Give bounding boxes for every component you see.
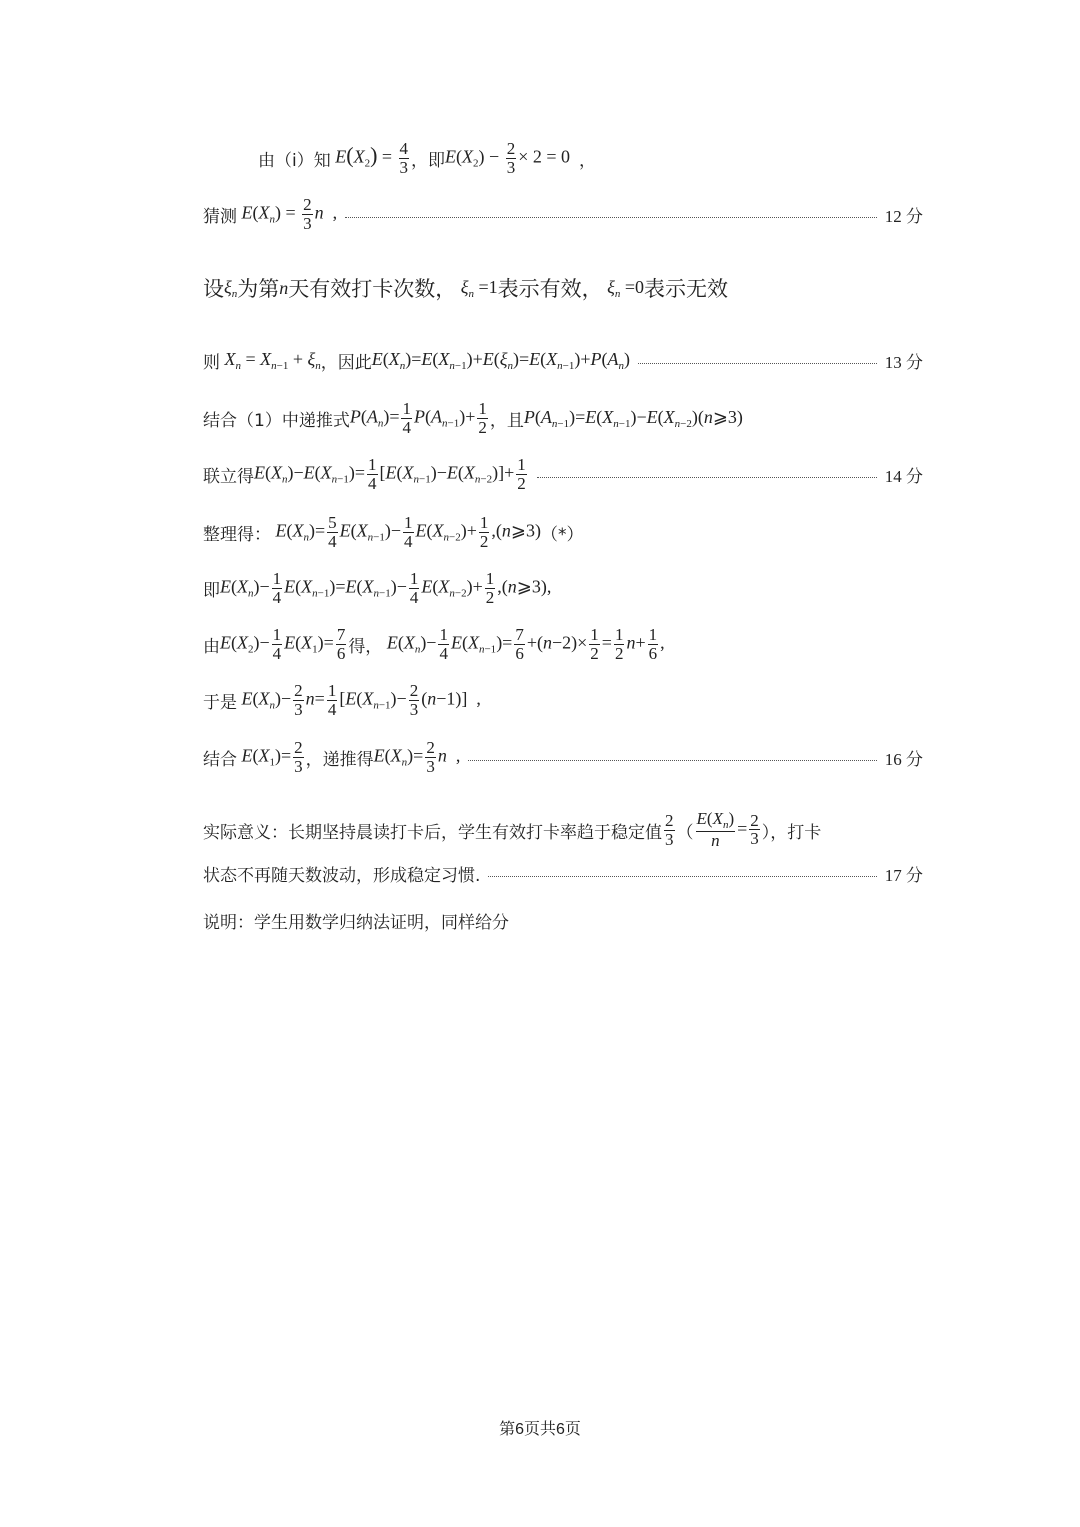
line-text: 表示无效 bbox=[643, 277, 728, 301]
dot-leader bbox=[537, 477, 877, 478]
line-text: 为第 bbox=[237, 277, 280, 301]
dot-leader bbox=[468, 760, 876, 761]
line-text: ， bbox=[579, 150, 597, 171]
formula: $E(X_2)$ = $\frac{4}{3}$ bbox=[335, 138, 409, 177]
score-label: 13 分 bbox=[884, 352, 923, 372]
line-text: 猜测 bbox=[203, 206, 237, 227]
score-label: 16 分 bbox=[884, 749, 923, 769]
formula: $E(X_n)=E(X_{n-1})+E(\xi_n)=E(X_{n-1})+P(A_n)$ bbox=[371, 348, 631, 372]
line-text: 天有效打卡次数， bbox=[288, 277, 457, 301]
formula: $E(X_1)=$ $\frac{2}{3}$ bbox=[241, 737, 303, 776]
line-text: ，因此 bbox=[320, 352, 372, 373]
formula: $P(A_n)=$ $\frac{1}{4}$ $P(A_{n-1})+$ $\frac{1}{2}$ bbox=[349, 398, 487, 437]
line-text: （ bbox=[676, 822, 694, 843]
solution-line-3 bbox=[203, 258, 923, 318]
line-text: ，即 bbox=[411, 150, 446, 171]
score-label: 17 分 bbox=[884, 865, 923, 885]
formula: $\xi_n =0$ bbox=[607, 276, 644, 300]
formula: $P(A_{n-1})=E(X_{n-1})-E(X_{n-2})(n⩾3)$ bbox=[523, 406, 743, 430]
solution-line-4 bbox=[203, 330, 923, 390]
line-text: 设 bbox=[203, 277, 224, 301]
line-text: 结合 bbox=[203, 749, 237, 770]
solution-line-11 bbox=[203, 727, 923, 787]
formula: $E(X_n)$ = $\frac{2}{3}$ n , bbox=[241, 194, 338, 233]
line-text: 整理得： bbox=[203, 524, 271, 545]
line-text: （*） bbox=[540, 524, 584, 545]
line-text: 由 bbox=[203, 636, 220, 657]
formula: $\frac{2}{3}$ bbox=[665, 810, 674, 849]
solution-line-8 bbox=[203, 558, 923, 618]
solution-line-5 bbox=[203, 388, 923, 448]
line-text: ），打卡 bbox=[761, 822, 822, 843]
formula: $E(X_n)-$ $\frac{2}{3}$ n= $\frac{1}{4}$ [$E(X_{n-1})-$ $\frac{2}{3}$ (n−1)] , bbox=[241, 680, 481, 719]
line-text: 由（ⅰ）知 bbox=[258, 150, 331, 171]
line-text: 即 bbox=[203, 580, 220, 601]
formula: $\xi_n =1$ bbox=[460, 276, 498, 300]
page-footer: 第6页共6页 bbox=[499, 1421, 581, 1438]
formula: $E(X_2)-$ $\frac{1}{4}$ $E(X_1)=$ $\frac{7}{6}$ bbox=[220, 624, 346, 663]
line-text: 状态不再随天数波动，形成稳定习惯. bbox=[203, 865, 481, 886]
formula: $E(X_n)-$ $\frac{1}{4}$ $E(X_{n-1})=E(X_{n-1})-$ $\frac{1}{4}$ $E(X_{n-2})+$ $\frac{1}{2}$ ,(n⩾3), bbox=[220, 568, 552, 607]
line-text: 联立得 bbox=[203, 466, 254, 487]
score-label: 12 分 bbox=[884, 206, 923, 226]
line-text: 实际意义：长期坚持晨读打卡后，学生有效打卡率趋于稳定值 bbox=[203, 822, 662, 843]
line-text: 则 bbox=[203, 352, 220, 373]
solution-line-2 bbox=[203, 184, 923, 244]
line-text: ，且 bbox=[489, 410, 524, 431]
line-text: 结合（1）中递推式 bbox=[203, 410, 350, 431]
line-text: 说明：学生用数学归纳法证明，同样给分 bbox=[203, 912, 509, 933]
formula: $E(X_n)=$ $\frac{2}{3}$ n , bbox=[373, 737, 461, 776]
dot-leader bbox=[345, 217, 877, 218]
line-text: 于是 bbox=[203, 692, 237, 713]
solution-line-9 bbox=[203, 614, 923, 674]
solution-line-14 bbox=[203, 890, 923, 950]
formula: $E(X_n)=$ $\frac{5}{4}$ $E(X_{n-1})-$ $\frac{1}{4}$ $E(X_{n-2})+$ $\frac{1}{2}$ ,(n⩾3) bbox=[275, 512, 541, 551]
formula: $E(X_n)-E(X_{n-1})=$ $\frac{1}{4}$ $[E(X_{n-1})-E(X_{n-2})]+$ $\frac{1}{2}$ bbox=[254, 454, 526, 493]
formula: $X_n = X_{n-1} + \xi_n$ bbox=[224, 348, 321, 372]
dot-leader bbox=[638, 363, 877, 364]
score-label: 14 分 bbox=[884, 466, 923, 486]
formula: n bbox=[279, 277, 289, 298]
dot-leader bbox=[488, 876, 876, 877]
line-text: 得， bbox=[348, 636, 383, 657]
line-text: 表示有效， bbox=[497, 277, 603, 301]
formula: $E(X_n)-$ $\frac{1}{4}$ $E(X_{n-1})=$ $\frac{7}{6}$ +(n−2)× $\frac{1}{2}$ = $\frac{1}{2}$ n+ $\frac{1}{6}$ , bbox=[386, 624, 665, 663]
formula: $\xi_n$ bbox=[224, 276, 238, 300]
solution-line-6 bbox=[203, 444, 923, 504]
solution-line-7 bbox=[203, 502, 923, 562]
formula: $E(X_2)$ − $\frac{2}{3}$ × 2 = 0 bbox=[445, 138, 580, 177]
formula: $\frac{E(X_n)}{n}$ = $\frac{2}{3}$ bbox=[696, 808, 759, 851]
line-text: ，递推得 bbox=[305, 749, 374, 770]
solution-line-1 bbox=[258, 128, 978, 188]
solution-line-10 bbox=[203, 670, 923, 730]
